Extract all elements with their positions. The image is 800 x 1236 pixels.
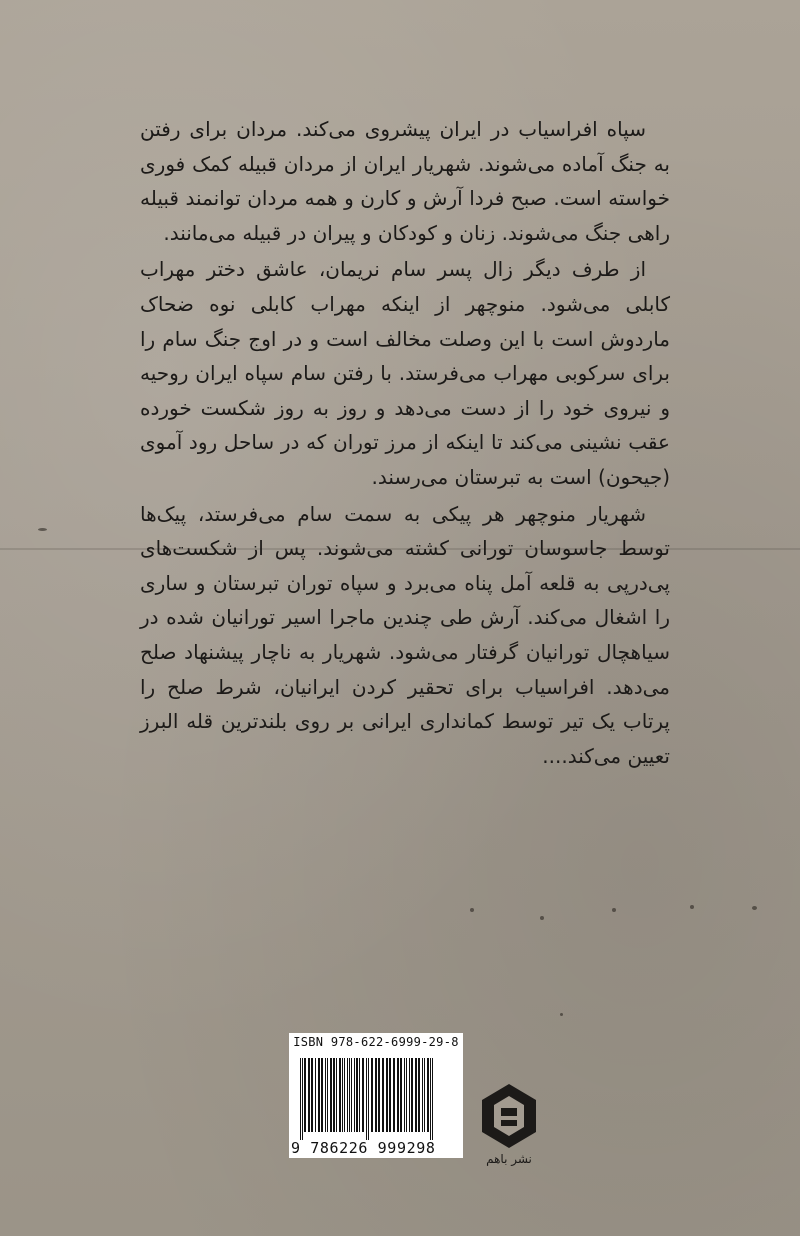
barcode-bar (336, 1058, 337, 1132)
barcode-bar (342, 1058, 343, 1132)
paper-speck (540, 916, 544, 920)
barcode-bar (400, 1058, 402, 1132)
barcode (289, 1052, 463, 1158)
barcode-bar (321, 1058, 323, 1132)
publisher-name: نشر باهم (486, 1152, 532, 1166)
barcode-bar (333, 1058, 335, 1132)
barcode-bar (347, 1058, 348, 1132)
barcode-bar (300, 1058, 301, 1140)
barcode-bar (356, 1058, 358, 1132)
barcode-bar (386, 1058, 388, 1132)
barcode-bar (432, 1058, 433, 1140)
paper-speck (690, 905, 694, 909)
barcode-bar (327, 1058, 328, 1132)
paper-speck (612, 908, 616, 912)
barcode-bar (315, 1058, 316, 1132)
barcode-bar (302, 1058, 303, 1140)
barcode-bar (330, 1058, 332, 1132)
synopsis-paragraph-3: شهریار منوچهر هر پیکی به سمت سام می‌فرستد، پیک‌ها توسط جاسوسان تورانی کشته می‌شوند. پس از شکست‌های پی‌درپی به قلعه آمل پناه می‌برد و سپاه توران تبرستان و ساری را اشغال می‌کند. آرش طی چندین ماجرا اسیر تورانیان شده در سیاهچال تورانیان گرفتار می‌شود. شهریار به ناچار پیشنهاد صلح می‌دهد. افراسیاب برای تحقیر کردن ایرانیان، شرط صلح را پرتاب یک تیر توسط کمانداری ایرانی بر روی بلندترین قله البرز تعیین می‌کند.... (140, 501, 670, 768)
barcode-bar (371, 1058, 373, 1132)
publisher-mark (474, 1080, 544, 1180)
paper-speck (470, 908, 474, 912)
barcode-bar (349, 1058, 350, 1132)
barcode-bar (427, 1058, 429, 1132)
barcode-bar (318, 1058, 320, 1132)
barcode-digits: 9 786226 999298 (291, 1140, 461, 1157)
barcode-bars (298, 1058, 454, 1140)
barcode-bar (411, 1058, 413, 1132)
barcode-bar (404, 1058, 405, 1132)
barcode-bar (382, 1058, 384, 1132)
synopsis-paragraph-1: سپاه افراسیاب در ایران پیشروی می‌کند. مردان برای رفتن به جنگ آماده می‌شوند. شهریار ایران از مردان قبیله کمک فوری خواسته است. صبح فردا آرش و کارن و همه مردان توانمند قبیله راهی جنگ می‌شوند. زنان و کودکان و پیران در قبیله می‌مانند. (140, 117, 670, 245)
barcode-bar (415, 1058, 417, 1132)
barcode-bar (359, 1058, 360, 1132)
barcode-bar (325, 1058, 326, 1132)
barcode-bar (409, 1058, 410, 1132)
barcode-bar (422, 1058, 423, 1132)
barcode-bar (311, 1058, 313, 1132)
isbn-label: ISBN 978-622-6999-29-8 (289, 1033, 463, 1052)
synopsis-paragraph-2: از طرف دیگر زال پسر سام نریمان، عاشق دختر مهراب کابلی می‌شود. منوچهر از اینکه مهراب کابلی نوه ضحاک ماردوش است با این وصلت مخالف است و در اوج جنگ سام را برای سرکوبی مهراب می‌فرستد. با رفتن سام سپاه ایران روحیه و نیروی خود را از دست می‌دهد و روز به روز شکست خورده عقب نشینی می‌کند تا اینکه از مرز توران که در ساحل رود آموی (جیحون) است به تبرستان می‌رسند. (140, 257, 670, 489)
barcode-bar (351, 1058, 352, 1132)
barcode-bar (344, 1058, 345, 1132)
barcode-bar (304, 1058, 306, 1132)
paper-speck (752, 906, 757, 910)
barcode-bar (366, 1058, 367, 1140)
barcode-bar (397, 1058, 399, 1132)
paper-speck (38, 528, 47, 531)
barcode-bar (378, 1058, 380, 1132)
synopsis-text (140, 112, 670, 773)
barcode-bar (375, 1058, 377, 1132)
barcode-bar (406, 1058, 407, 1132)
barcode-bar (354, 1058, 355, 1132)
barcode-bar (418, 1058, 420, 1132)
barcode-bar (339, 1058, 341, 1132)
publisher-logo-icon (474, 1080, 544, 1152)
barcode-bar (308, 1058, 310, 1132)
barcode-bar (362, 1058, 364, 1132)
barcode-bar (389, 1058, 391, 1132)
barcode-bar (424, 1058, 425, 1132)
barcode-bar (393, 1058, 395, 1132)
barcode-bar (368, 1058, 369, 1140)
barcode-bar (430, 1058, 431, 1140)
paper-speck (560, 1013, 563, 1016)
